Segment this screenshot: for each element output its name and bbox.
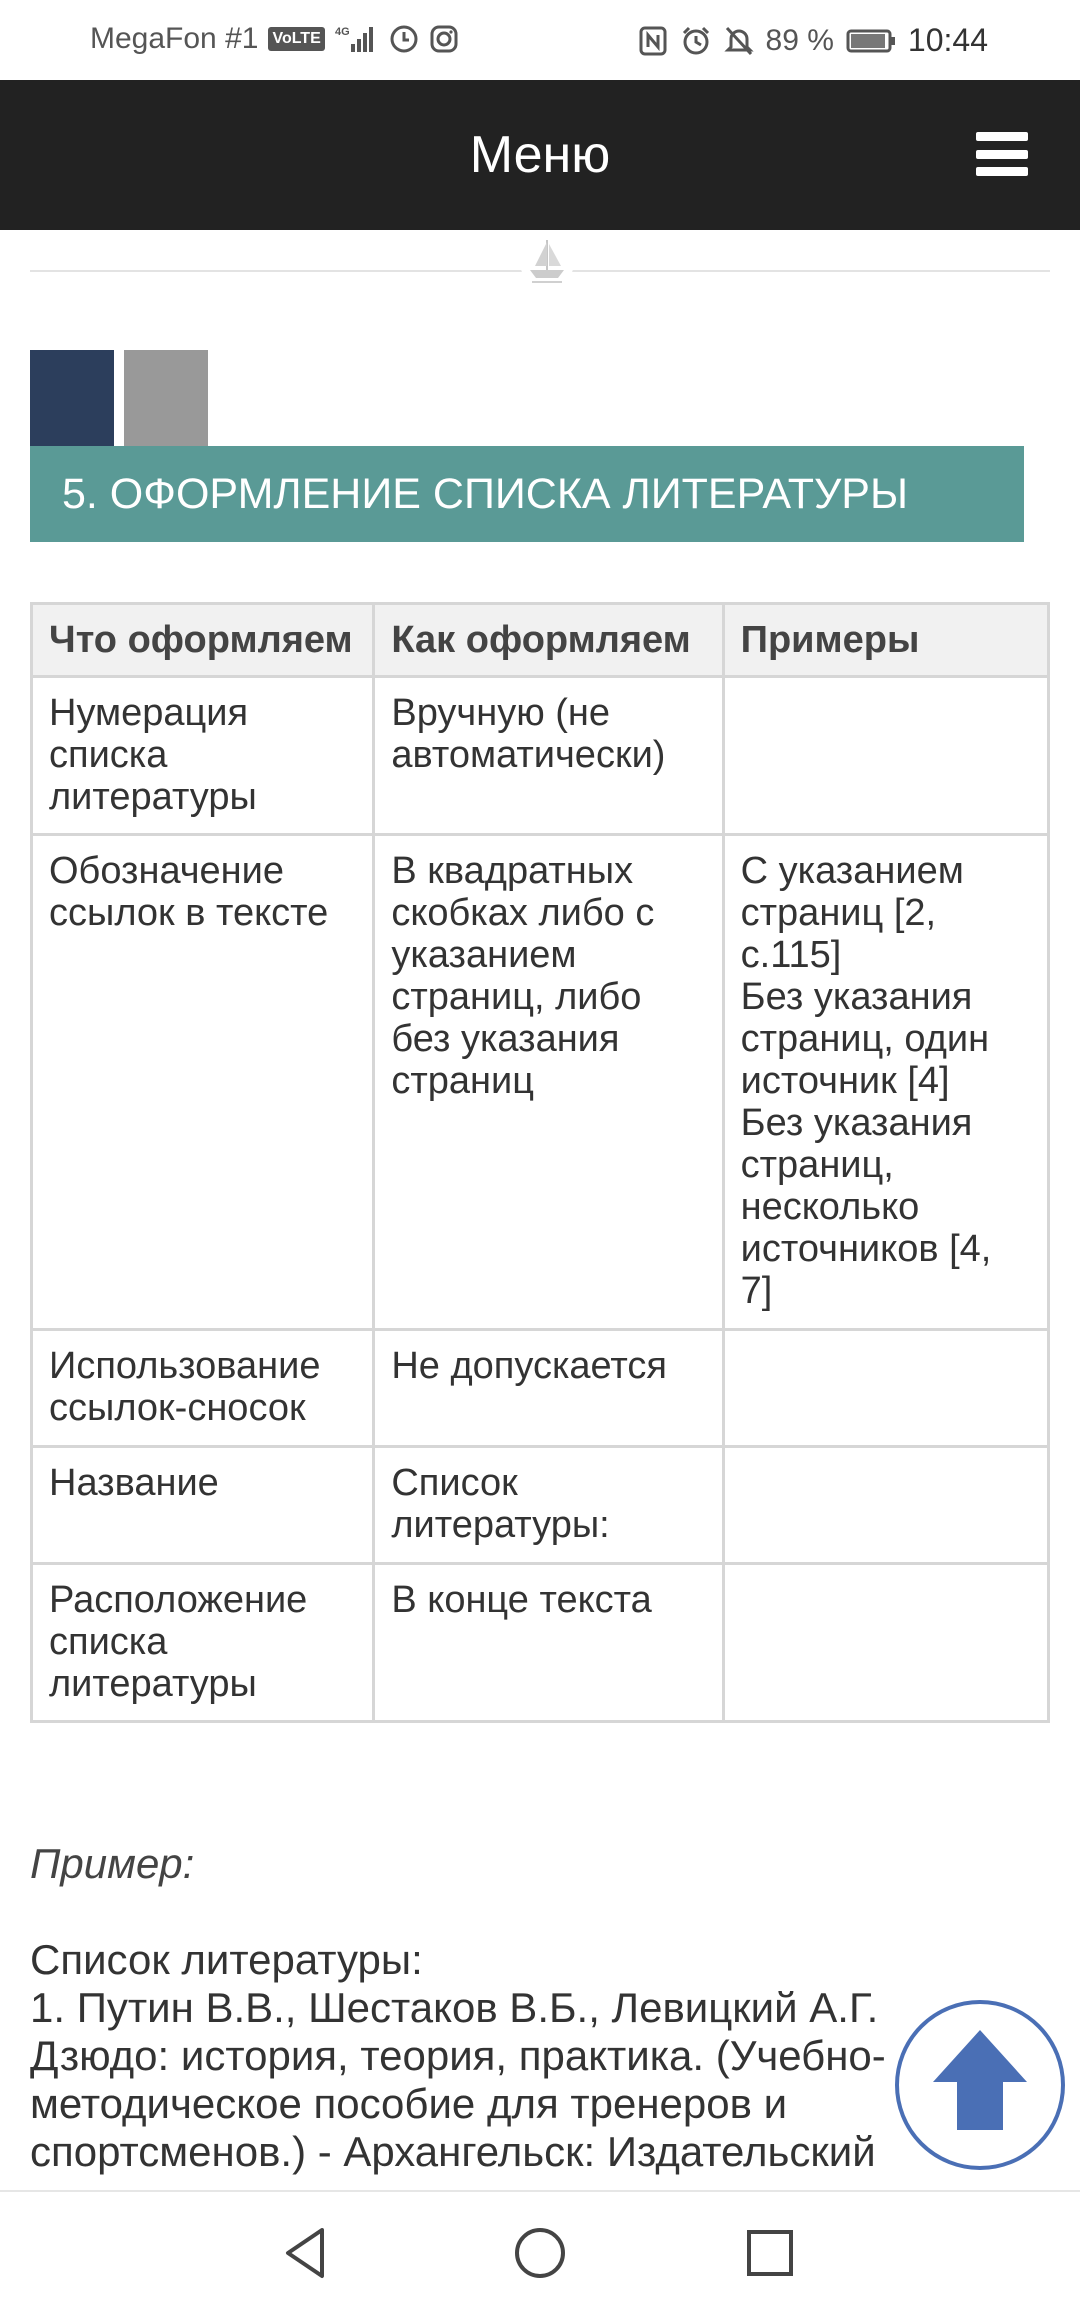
back-triangle-icon[interactable] (272, 2218, 342, 2288)
arrow-up-icon (899, 2004, 1061, 2166)
table-cell-how: Вручную (не автоматически) (374, 677, 723, 835)
example-line: Дзюдо: история, теория, практика. (Учебно- (30, 2032, 886, 2079)
table-cell-examples (723, 835, 1048, 1330)
example-item: С указанием страниц [2, с.115] (740, 850, 964, 976)
table-cell-what: Нумерация списка литературы (32, 677, 374, 835)
top-app-bar (0, 80, 1080, 230)
table-cell-examples (723, 677, 1048, 835)
home-circle-icon[interactable] (505, 2218, 575, 2288)
example-line: 1. Путин В.В., Шестаков В.Б., Левицкий А.Г. (30, 1984, 879, 2031)
battery-percent: 89 % (765, 23, 834, 57)
recent-square-icon[interactable] (735, 2218, 805, 2288)
table-cell-what: Расположение списка литературы (32, 1564, 374, 1722)
bibliography-rules-table (30, 602, 1050, 1723)
nfc-icon (638, 25, 668, 57)
column-header: Что оформляем (32, 604, 374, 677)
volte-badge: VoLTE (268, 27, 324, 51)
clock: 10:44 (907, 22, 988, 58)
status-left (90, 22, 459, 56)
sync-icon (389, 24, 419, 54)
battery-icon (846, 28, 896, 54)
table-row (32, 1564, 1049, 1722)
scroll-to-top-button[interactable] (895, 2000, 1065, 2170)
table-cell-how: Список литературы: (374, 1447, 723, 1564)
table-cell-how: Не допускается (374, 1330, 723, 1447)
table-cell-examples (723, 1447, 1048, 1564)
table-cell-examples (723, 1330, 1048, 1447)
hamburger-line (976, 132, 1028, 141)
table-header-row (32, 604, 1049, 677)
table-cell-what: Название (32, 1447, 374, 1564)
table-row (32, 677, 1049, 835)
table-row (32, 1330, 1049, 1447)
example-line: методическое пособие для тренеров и (30, 2080, 788, 2127)
example-label: Пример: (30, 1840, 195, 1887)
menu-title[interactable]: Меню (469, 126, 611, 184)
table-row (32, 835, 1049, 1330)
hamburger-line (976, 150, 1028, 159)
instagram-icon (429, 24, 459, 54)
alarm-icon (680, 25, 712, 57)
column-header: Как оформляем (374, 604, 723, 677)
table-cell-how: В квадратных скобках либо с указанием страниц, либо без указания страниц (374, 835, 723, 1330)
example-item: Без указания страниц, один источник [4] (740, 976, 990, 1102)
hamburger-line (976, 167, 1028, 176)
status-right (638, 22, 988, 59)
ship-logo-icon (518, 232, 576, 292)
table-cell-how: В конце текста (374, 1564, 723, 1722)
table-row (32, 1447, 1049, 1564)
mute-icon (724, 25, 754, 57)
table-cell-what: Обозначение ссылок в тексте (32, 835, 374, 1330)
hamburger-icon[interactable] (976, 132, 1028, 176)
svg-text:4G: 4G (334, 26, 350, 38)
decorative-square-dark (30, 350, 114, 446)
carrier-label: MegaFon #1 (90, 22, 259, 55)
decorative-square-gray (124, 350, 208, 446)
system-nav-bar (0, 2190, 1080, 2312)
signal-icon (335, 24, 379, 54)
table-cell-what: Использование ссылок-сносок (32, 1330, 374, 1447)
status-bar (0, 0, 1080, 80)
example-item: Без указания страниц, несколько источников [4, 7] (740, 1102, 992, 1312)
column-header: Примеры (723, 604, 1048, 677)
example-line: Список литературы: (30, 1936, 423, 1983)
section-title: 5. ОФОРМЛЕНИЕ СПИСКА ЛИТЕРАТУРЫ (30, 446, 1024, 542)
table-cell-examples (723, 1564, 1048, 1722)
example-line: спортсменов.) - Архангельск: Издательский (30, 2128, 876, 2175)
